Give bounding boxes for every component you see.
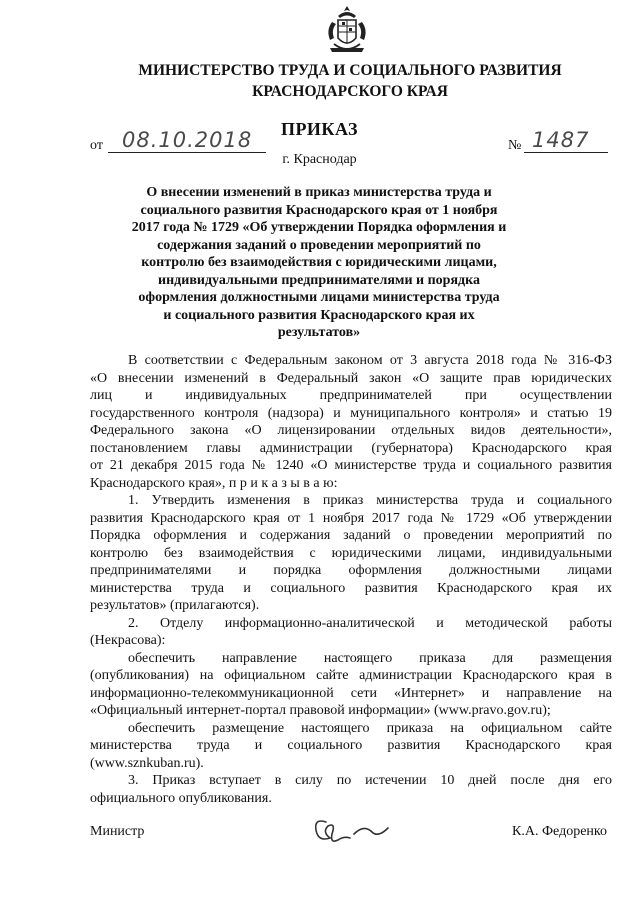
body-line: развития Краснодарского края от 1 ноября 2017 года № 1729 «Об утверждении (90, 510, 612, 526)
body-line: 1. Утвердить изменения в приказ министерства труда и социального (128, 493, 612, 508)
coat-of-arms-icon (324, 4, 370, 56)
handwritten-signature (308, 808, 398, 852)
subject-line: социального развития Краснодарского края от 1 ноября (140, 202, 498, 218)
subject-line: оформления должностными лицами министерства труда (138, 290, 500, 305)
order-title: ПРИКАЗ (280, 119, 359, 139)
subject-line: и социального развития Краснодарского края их (163, 307, 475, 323)
body-line: Федерального закона «О лицензировании отдельных видов деятельности», (90, 423, 612, 438)
body-line: (www.sznkuban.ru). (90, 755, 204, 771)
subject-line: 2017 года № 1729 «Об утверждении Порядка оформления и (131, 220, 507, 235)
subject-line: содержания заданий о проведении мероприятий по (157, 237, 481, 253)
ministry-name-line1: МИНИСТЕРСТВО ТРУДА И СОЦИАЛЬНОГО РАЗВИТИЯ (138, 62, 562, 79)
body-line: информационно-телекоммуникационной сети «Интернет» и направление на (90, 685, 612, 701)
body-line: предпринимателями и порядка оформления должностными лицами (90, 563, 612, 578)
order-subject (90, 184, 548, 342)
number-prefix: № (508, 138, 522, 153)
body-line: В соответствии с Федеральным законом от 3 августа 2018 года № 316-ФЗ (128, 353, 612, 368)
body-line: лиц и индивидуальных предпринимателей при осуществлении (90, 388, 612, 403)
body-line: министерства труда и социального развития Краснодарского края их (90, 580, 612, 596)
body-line: (Некрасова): (90, 633, 166, 648)
signatory-title: Министр (90, 824, 145, 839)
body-line: Краснодарского края», п р и к а з ы в а ю: (90, 475, 338, 491)
body-line: государственного контроля (надзора) и муниципального контроля» и статью 19 (90, 405, 612, 421)
body-line: официального опубликования. (90, 790, 272, 806)
ministry-name-line2: КРАСНОДАРСКОГО КРАЯ (252, 83, 448, 100)
body-line: министерства труда и социального развития Краснодарского края (90, 738, 612, 753)
subject-line: О внесении изменений в приказ министерства труда и (146, 185, 492, 200)
body-line: от 21 декабря 2015 года № 1240 «О министерстве труда и социального развития (90, 458, 612, 473)
subject-line: результатов» (277, 325, 361, 340)
body-line: обеспечить размещение настоящего приказа на официальном сайте (128, 720, 612, 736)
body-line: результатов» (прилагаются). (90, 598, 260, 613)
subject-line: контролю без взаимодействия с юридическими лицами, (141, 255, 497, 270)
body-line: «Официальный интернет-портал правовой информации» (www.pravo.gov.ru); (90, 703, 551, 718)
order-number-handwritten: 1487 (532, 128, 590, 152)
date-prefix: от (90, 138, 103, 153)
signatory-name: К.А. Федоренко (512, 824, 607, 839)
body-line: контролю без взаимодействия с юридическими лицами, индивидуальными (90, 545, 612, 561)
body-line: 3. Приказ вступает в силу по истечении 10 дней после дня его (128, 773, 612, 788)
city: г. Краснодар (282, 152, 357, 167)
body-line: (опубликования) на официальном сайте администрации Краснодарского края в (90, 668, 612, 683)
body-line: «О внесении изменений в Федеральный закон «О защите прав юридических (90, 370, 612, 386)
subject-line: индивидуальными предпринимателями и порядка (158, 272, 480, 288)
body-line: Порядка оформления и содержания заданий о проведении мероприятий по (90, 528, 612, 543)
body-line: 2. Отделу информационно-аналитической и методической работы (128, 615, 612, 631)
order-body (90, 352, 612, 807)
body-line: постановлением главы администрации (губернатора) Краснодарского края (90, 440, 612, 456)
body-line: обеспечить направление настоящего приказа для размещения (128, 650, 612, 666)
order-date-handwritten: 08.10.2018 (122, 128, 253, 152)
